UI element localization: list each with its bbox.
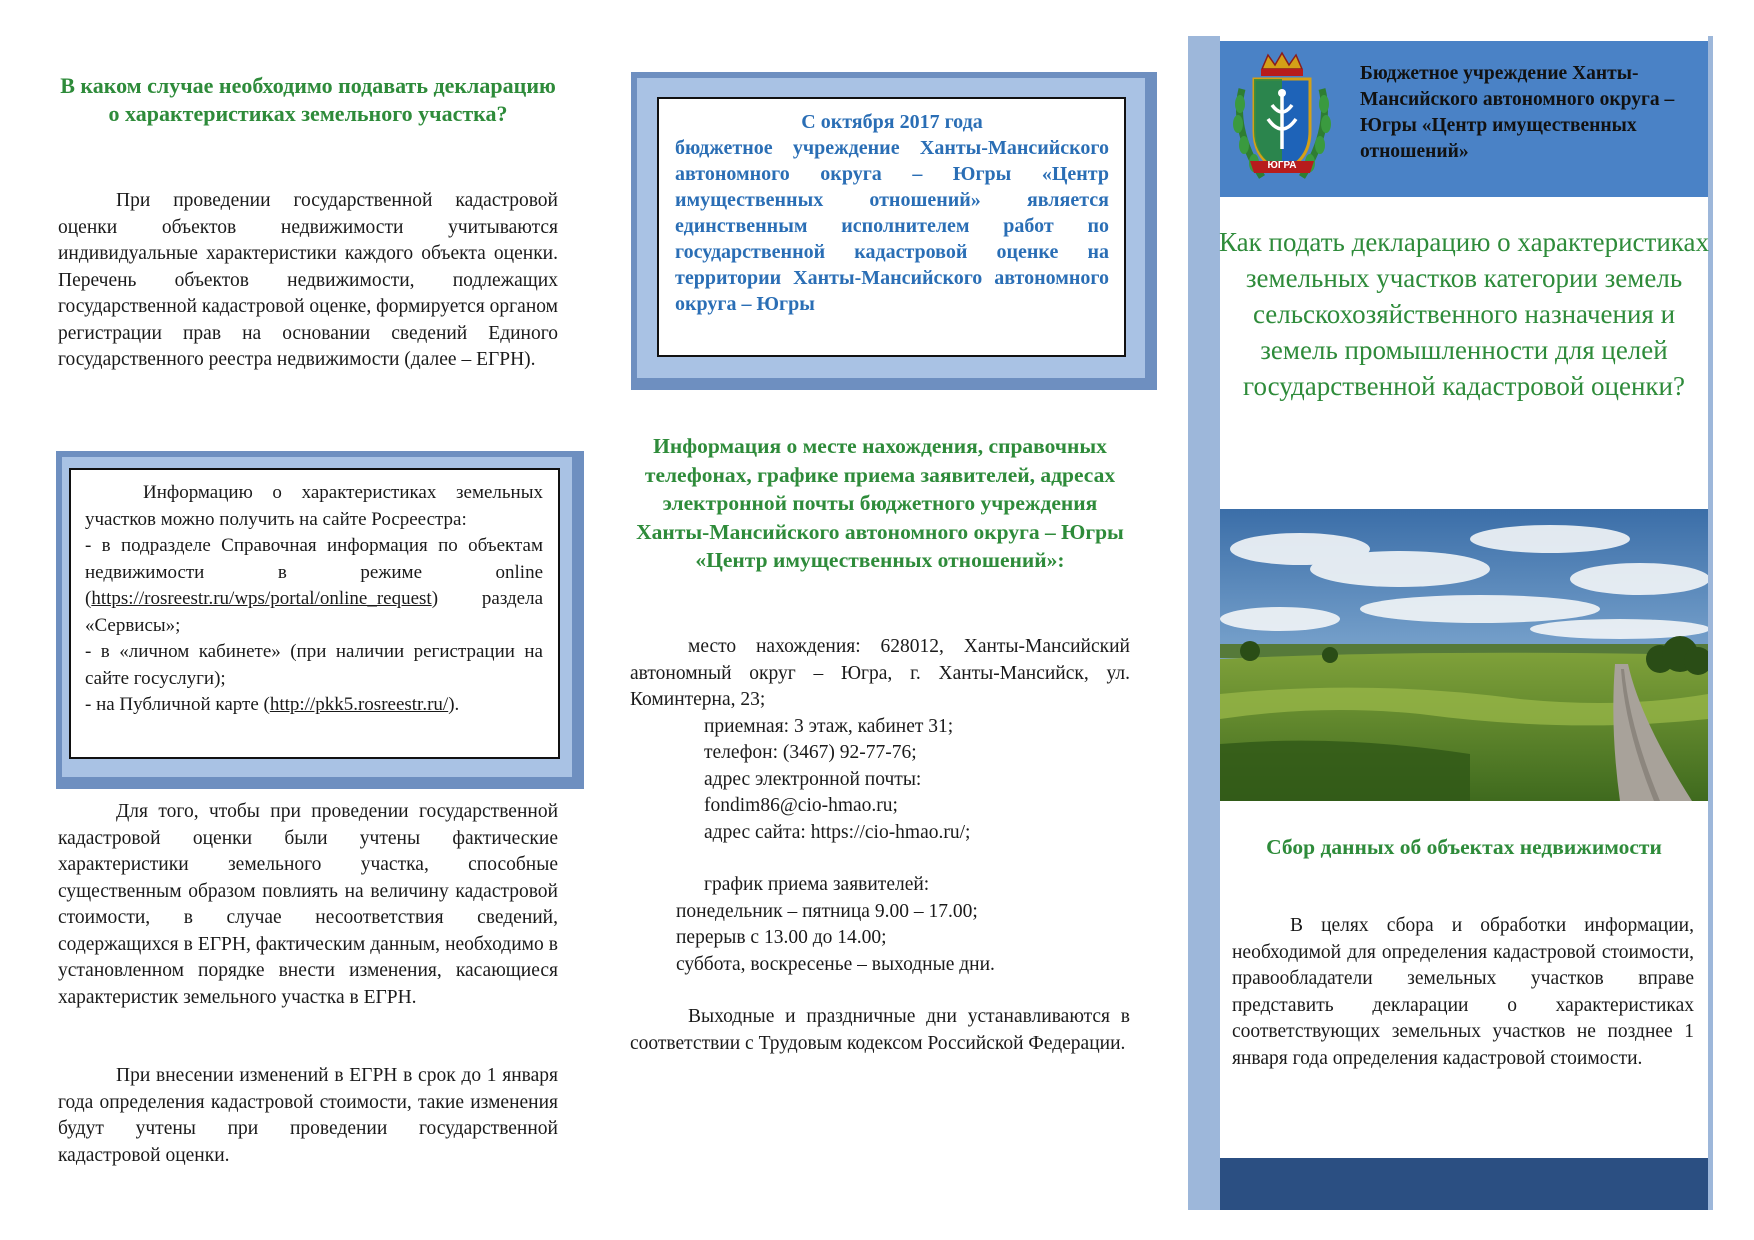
footer-band	[1220, 1158, 1708, 1210]
right-panel	[1220, 36, 1708, 1210]
cio-notice-body: бюджетное учреждение Ханты-Мансийского автономного округа – Югры «Центр имущественных отношений» является единственным исполнителем работ по государственной кадастровой оценке на территории Ханты-Мансийского автономного округа – Югры	[675, 137, 1109, 315]
rosreestr-info-frame	[56, 451, 584, 789]
rosreestr-info-intro: Информацию о характеристиках земельных участков можно получить на сайте Росреестра:	[85, 482, 543, 530]
left-paragraph-3: При внесении изменений в ЕГРН в срок до 1 января года определения кадастровой стоимости, такие изменения будут учтены при проведении государственной кадастровой оценки.	[58, 1065, 558, 1166]
contact-site[interactable]: адрес сайта: https://cio-hmao.ru/;	[704, 821, 971, 843]
schedule-label: график приема заявителей:	[704, 874, 930, 895]
rosreestr-info-item-1: - в подразделе Справочная информация по объектам недвижимости в режиме online (https://rosreestr.ru/wps/portal/online_request) раздела «Сервисы»;	[85, 535, 543, 636]
data-collection-text: В целях сбора и обработки информации, необходимой для определения кадастровой стоимости, правообладатели земельных участков вправе представить декларации о характеристиках соответствующих земельных участков не позднее 1 января года определения кадастровой стоимости.	[1232, 915, 1694, 1069]
schedule-weekdays: понедельник – пятница 9.00 – 17.00;	[676, 900, 978, 922]
contact-details	[630, 634, 1130, 1057]
contact-address: место нахождения: 628012, Ханты-Мансийский автономный округ – Югра, г. Ханты-Мансийск, ул. Коминтерна, 23;	[630, 636, 1130, 710]
cio-notice-frame	[631, 72, 1157, 390]
cio-notice-text	[675, 109, 1109, 317]
org-name: Бюджетное учреждение Ханты-Мансийского автономного округа – Югры «Центр имущественных отношений»	[1360, 63, 1675, 162]
rosreestr-info-item-2: - в «личном кабинете» (при наличии регистрации на сайте госуслуги);	[85, 641, 543, 689]
org-header	[1220, 41, 1708, 197]
left-paragraph-1: При проведении государственной кадастровой оценки объектов недвижимости учитываются индивидуальные характеристики каждого объекта оценки. Перечень объектов недвижимости, подлежащих государственной кадастровой оценке, формируется органом регистрации прав на основании сведений Единого государственного реестра недвижимости (далее – ЕГРН).	[58, 190, 558, 370]
schedule-break: перерыв с 13.00 до 14.00;	[676, 927, 887, 948]
holidays-note: Выходные и праздничные дни устанавливаются в соответствии с Трудовым кодексом Российской Федерации.	[630, 1006, 1130, 1054]
public-map-link[interactable]: http://pkk5.rosreestr.ru/	[269, 694, 449, 715]
brochure-title: Как подать декларацию о характеристиках земельных участков категории земель сельскохозяйственного назначения и земель промышленности для целей государственной кадастровой оценки?	[1219, 227, 1709, 401]
rosreestr-info-text	[85, 480, 543, 719]
contact-phone: телефон: (3467) 92-77-76;	[704, 742, 917, 763]
data-collection-heading: Сбор данных об объектах недвижимости	[1266, 835, 1662, 859]
contact-reception: приемная: 3 этаж, кабинет 31;	[704, 715, 954, 737]
contact-info-heading: Информация о месте нахождения, справочных телефонах, графике приема заявителей, адресах электронной почты бюджетного учреждения Ханты-Мансийского автономного округа – Югры «Центр имущественных отношений»:	[636, 434, 1124, 572]
left-heading: В каком случае необходимо подавать декларацию о характеристиках земельного участка?	[60, 73, 556, 126]
online-request-link[interactable]: https://rosreestr.ru/wps/portal/online_request	[91, 588, 432, 609]
schedule-weekend: суббота, воскресенье – выходные дни.	[676, 953, 995, 975]
rosreestr-info-item-3: - на Публичной карте (http://pkk5.rosreestr.ru/).	[85, 694, 460, 715]
yugra-coat-of-arms-icon	[1232, 49, 1332, 187]
logo-ribbon-text: ЮГРА	[1267, 160, 1297, 171]
contact-email-label: адрес электронной почты:	[704, 768, 922, 790]
left-paragraph-2: Для того, чтобы при проведении государственной кадастровой оценки были учтены фактические характеристики земельного участка, способные существенным образом повлиять на величину кадастровой стоимости, в случае несоответствия сведений, содержащихся в ЕГРН, фактическим данным, необходимо в установленном порядке внести изменения, касающиеся характеристик земельного участка в ЕГРН.	[58, 801, 558, 1008]
cio-notice-title: С октября 2017 года	[801, 111, 983, 133]
landscape-road-image	[1220, 509, 1708, 801]
contact-email[interactable]: fondim86@cio-hmao.ru;	[704, 795, 898, 816]
